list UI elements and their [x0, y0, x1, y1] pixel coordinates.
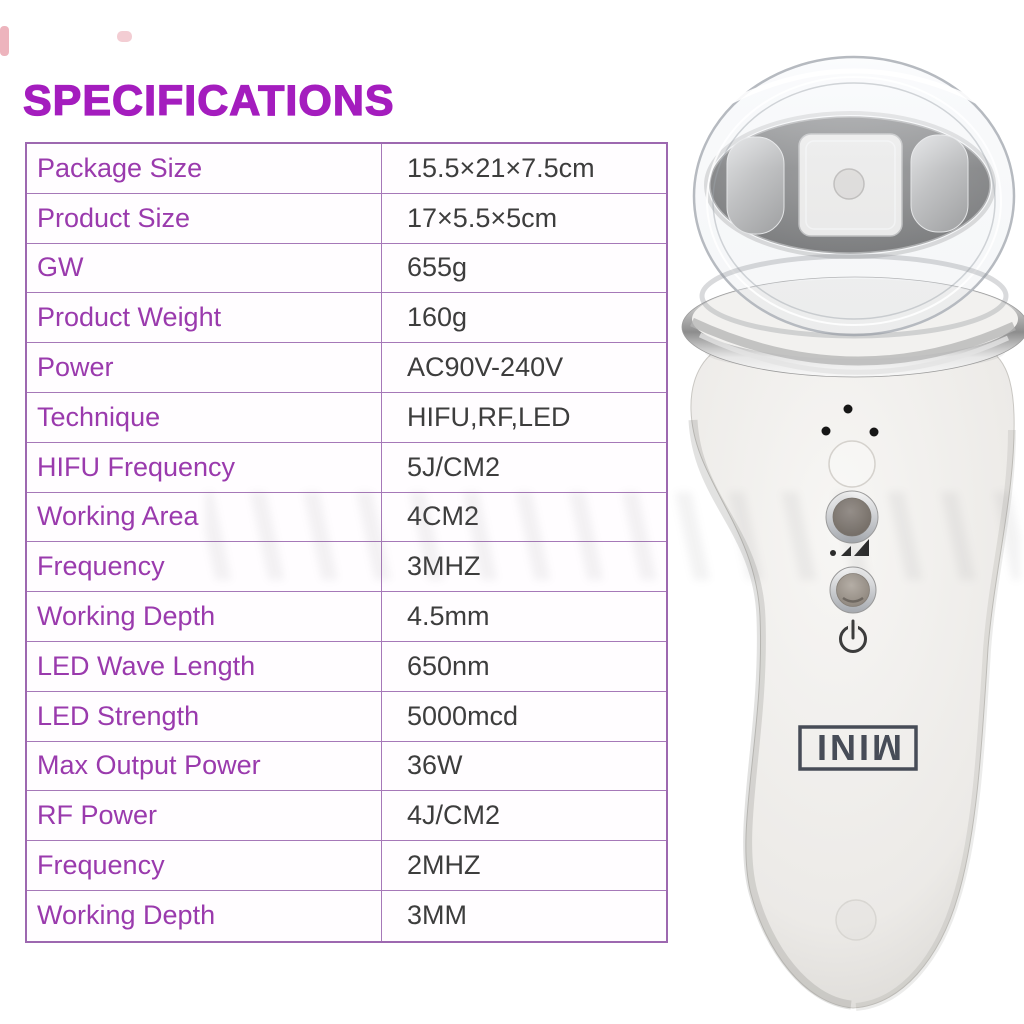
table-row: [27, 244, 666, 294]
spec-value: 650nm: [407, 650, 490, 681]
spec-value: HIFU,RF,LED: [407, 401, 571, 432]
spec-value: 15.5×21×7.5cm: [407, 152, 595, 183]
spec-label: Max Output Power: [27, 742, 382, 791]
brand-logo: [800, 727, 916, 769]
table-row: [27, 891, 666, 941]
spec-label: Working Depth: [27, 891, 382, 941]
table-row: [27, 194, 666, 244]
edge-artifact: [117, 31, 132, 42]
spec-value: 36W: [407, 750, 463, 781]
spec-label: Product Size: [27, 194, 382, 243]
spec-value: 3MHZ: [407, 551, 481, 582]
spec-label: Working Area: [27, 493, 382, 542]
brand-logo-text: MINI: [814, 727, 902, 768]
table-row: [27, 493, 666, 543]
table-row: [27, 293, 666, 343]
sensor-window: [829, 441, 875, 487]
spec-label: Frequency: [27, 841, 382, 890]
level-button: [826, 491, 878, 543]
table-row: [27, 841, 666, 891]
spec-label: Product Weight: [27, 293, 382, 342]
spec-label: LED Wave Length: [27, 642, 382, 691]
table-row: [27, 742, 666, 792]
spec-value: 5J/CM2: [407, 451, 501, 482]
table-row: [27, 343, 666, 393]
table-row: [27, 144, 666, 194]
led-indicator-dot: [844, 405, 853, 414]
table-row: [27, 443, 666, 493]
spec-value: 655g: [407, 252, 468, 283]
spec-label: Package Size: [27, 144, 382, 193]
spec-table: [25, 142, 668, 943]
led-indicator-dot: [822, 427, 831, 436]
led-indicator-dot: [870, 428, 879, 437]
spec-value: 17×5.5×5cm: [407, 202, 558, 233]
spec-value: 3MM: [407, 900, 467, 931]
spec-label: LED Strength: [27, 692, 382, 741]
page-title: SPECIFICATIONS: [23, 77, 395, 125]
spec-label: RF Power: [27, 791, 382, 840]
table-row: [27, 592, 666, 642]
spec-label: HIFU Frequency: [27, 443, 382, 492]
table-row: [27, 642, 666, 692]
spec-label: GW: [27, 244, 382, 293]
edge-artifact: [0, 26, 9, 56]
power-button: [830, 567, 876, 613]
spec-value: 160g: [407, 302, 468, 333]
spec-label: Frequency: [27, 542, 382, 591]
spec-value: 4CM2: [407, 501, 480, 532]
product-photo: [650, 30, 1024, 1024]
spec-label: Working Depth: [27, 592, 382, 641]
spec-value: 4J/CM2: [407, 800, 501, 831]
spec-value: 2MHZ: [407, 850, 481, 881]
base-detail-circle: [836, 900, 876, 940]
spec-value: 4.5mm: [407, 601, 490, 632]
table-row: [27, 542, 666, 592]
table-row: [27, 393, 666, 443]
clear-cap: [694, 57, 1014, 336]
spec-value: 5000mcd: [407, 700, 519, 731]
table-row: [27, 692, 666, 742]
spec-label: Power: [27, 343, 382, 392]
spec-value: AC90V-240V: [407, 352, 564, 383]
spec-label: Technique: [27, 393, 382, 442]
table-row: [27, 791, 666, 841]
